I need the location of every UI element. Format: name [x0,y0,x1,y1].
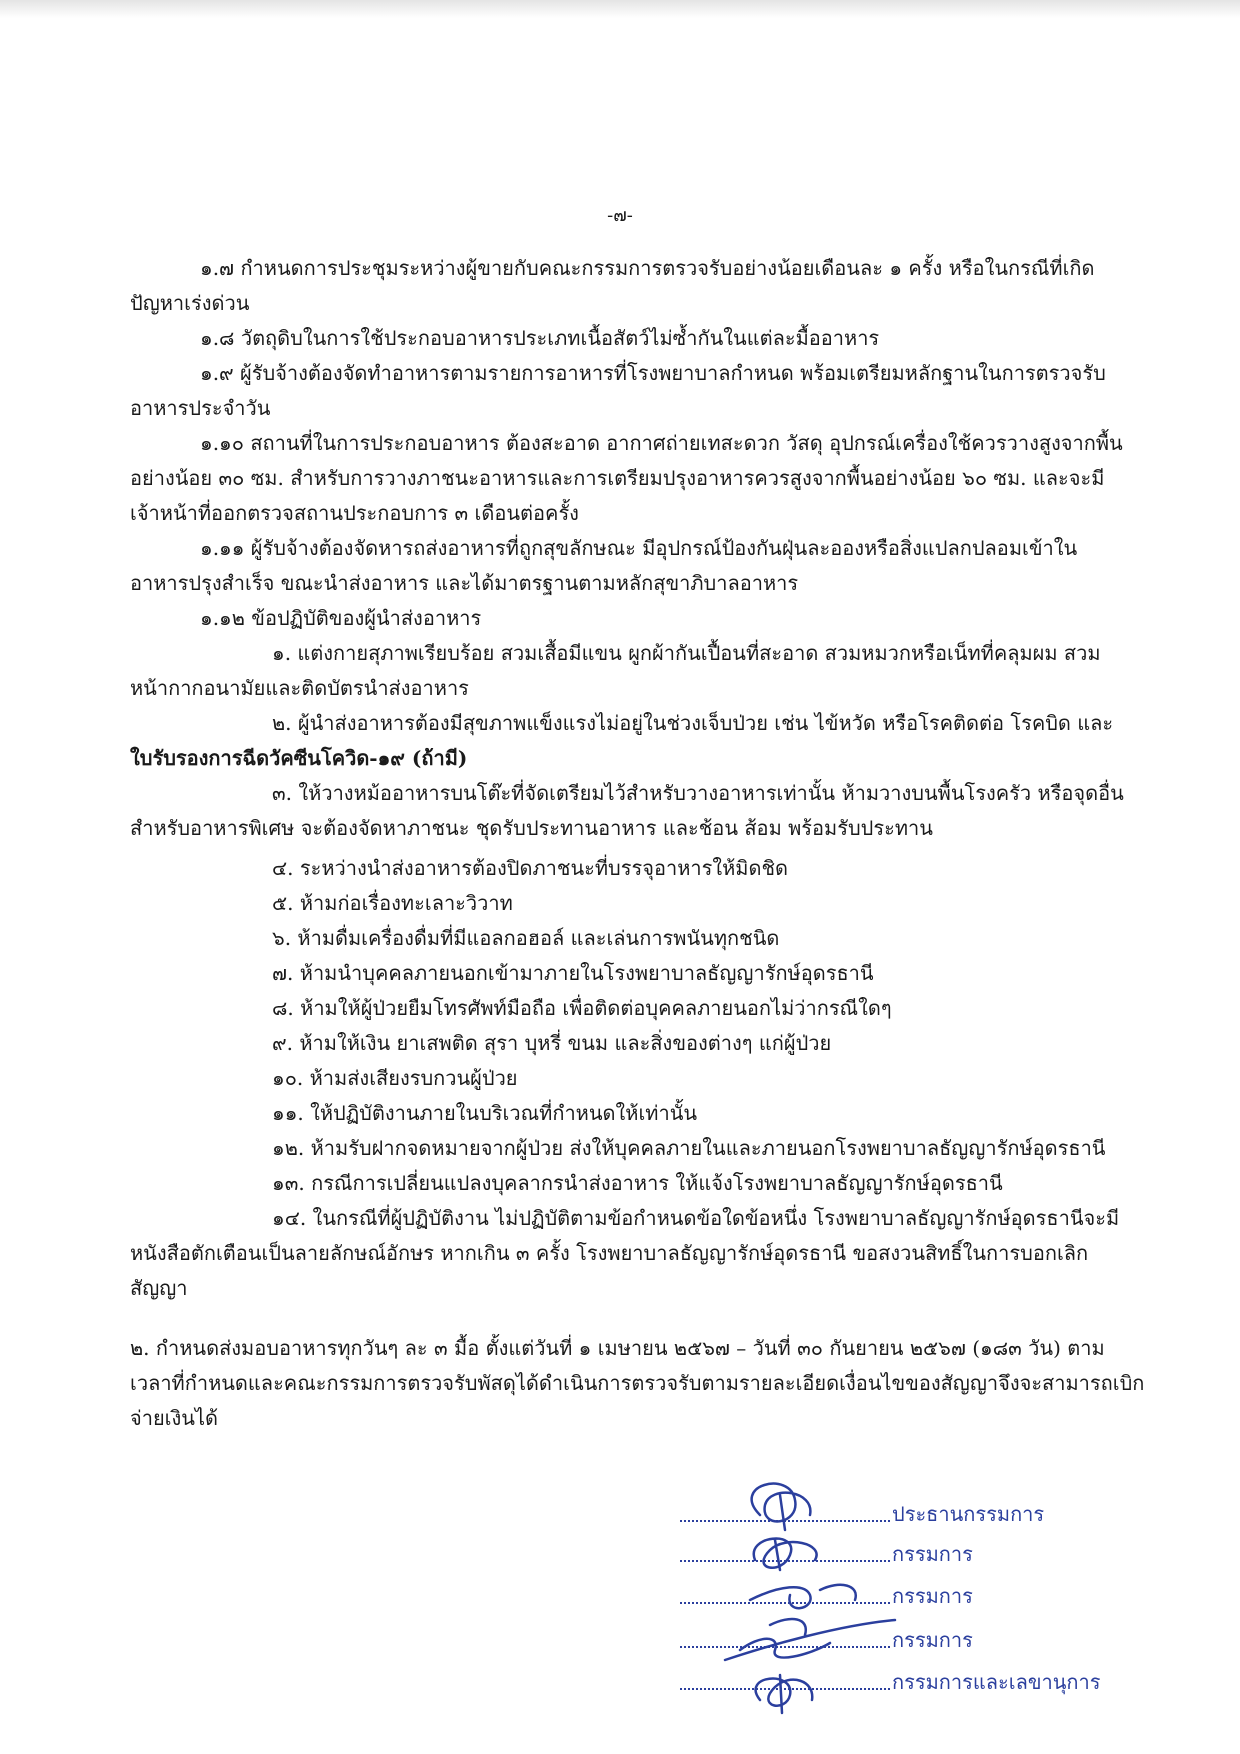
signature-role: ประธานกรรมการ [892,1502,1045,1526]
rule-6: ๖. ห้ามดื่มเครื่องดื่มที่มีแอลกอฮอล์ และเล่นการพนันทุกชนิด [272,926,780,950]
section-2-line-3: จ่ายเงินได้ [130,1406,218,1430]
clause-1-7-line-2: ปัญหาเร่งด่วน [130,291,250,315]
clause-1-12: ๑.๑๒ ข้อปฏิบัติของผู้นำส่งอาหาร [200,606,482,630]
rule-11: ๑๑. ให้ปฏิบัติงานภายในบริเวณที่กำหนดให้เท่านั้น [272,1101,698,1125]
clause-1-10-line-2: อย่างน้อย ๓๐ ซม. สำหรับการวางภาชนะอาหารและการเตรียมปรุงอาหารควรสูงจากพื้นอย่างน้อย ๖๐ ซม. และจะมี [130,466,1105,490]
rule-8: ๘. ห้ามให้ผู้ป่วยยืมโทรศัพท์มือถือ เพื่อติดต่อบุคคลภายนอกไม่ว่ากรณีใดๆ [272,996,892,1020]
clause-1-10-line-1: ๑.๑๐ สถานที่ในการประกอบอาหาร ต้องสะอาด อากาศถ่ายเทสะดวก วัสดุ อุปกรณ์เครื่องใช้ควรวางสูงจากพื้น [200,431,1123,455]
clause-1-7-line-1: ๑.๗ กำหนดการประชุมระหว่างผู้ขายกับคณะกรรมการตรวจรับอย่างน้อยเดือนละ ๑ ครั้ง หรือในกรณีที่เกิด [200,256,1095,280]
signature-role: กรรมการ [892,1584,973,1608]
clause-1-9-line-2: อาหารประจำวัน [130,396,271,420]
clause-1-10-line-3: เจ้าหน้าที่ออกตรวจสถานประกอบการ ๓ เดือนต่อครั้ง [130,501,579,525]
rule-3-line-2: สำหรับอาหารพิเศษ จะต้องจัดหาภาชนะ ชุดรับประทานอาหาร และช้อน ส้อม พร้อมรับประทาน [130,816,933,840]
rule-1-line-2: หน้ากากอนามัยและติดบัตรนำส่งอาหาร [130,676,469,700]
signature-role: กรรมการ [892,1542,973,1566]
clause-1-8: ๑.๘ วัตถุดิบในการใช้ประกอบอาหารประเภทเนื้อสัตว์ไม่ซ้ำกันในแต่ละมื้ออาหาร [200,326,880,350]
scan-edge-shadow [0,0,1240,18]
section-2-line-2: เวลาที่กำหนดและคณะกรรมการตรวจรับพัสดุได้ดำเนินการตรวจรับตามรายละเอียดเงื่อนไขของสัญญาจึงจะสามารถเบิก [130,1371,1145,1395]
page-number: -๗- [607,205,633,226]
signature-scribble-2 [754,1539,817,1570]
rule-14-line-3: สัญญา [130,1276,188,1300]
signature-role: กรรมการ [892,1628,973,1652]
rule-13: ๑๓. กรณีการเปลี่ยนแปลงบุคลากรนำส่งอาหาร ให้แจ้งโรงพยาบาลธัญญารักษ์อุดรธานี [272,1171,1003,1195]
rule-5: ๕. ห้ามก่อเรื่องทะเลาะวิวาท [272,891,513,915]
rule-3-line-1: ๓. ให้วางหม้ออาหารบนโต๊ะที่จัดเตรียมไว้สำหรับวางอาหารเท่านั้น ห้ามวางบนพื้นโรงครัว หรือจุดอื่น [272,781,1124,805]
clause-1-11-line-1: ๑.๑๑ ผู้รับจ้างต้องจัดหารถส่งอาหารที่ถูกสุขลักษณะ มีอุปกรณ์ป้องกันฝุ่นละอองหรือสิ่งแปลกปลอมเข้าใน [200,536,1078,560]
signature-scribble-3 [750,1585,856,1608]
handwritten-signatures [720,1475,900,1715]
rule-1-line-1: ๑. แต่งกายสุภาพเรียบร้อย สวมเสื้อมีแขน ผูกผ้ากันเปื้อนที่สะอาด สวมหมวกหรือเน็ทที่คลุมผม สวม [272,641,1101,665]
signature-scribble-1 [752,1484,811,1530]
signature-scribble-4 [725,1619,895,1660]
rule-14-line-1: ๑๔. ในกรณีที่ผู้ปฏิบัติงาน ไม่ปฏิบัติตามข้อกำหนดข้อใดข้อหนึ่ง โรงพยาบาลธัญญารักษ์อุดรธานีจะมี [272,1206,1120,1230]
rule-10: ๑๐. ห้ามส่งเสียงรบกวนผู้ป่วย [272,1066,518,1090]
signature-role: กรรมการและเลขานุการ [892,1670,1101,1694]
section-2-line-1: ๒. กำหนดส่งมอบอาหารทุกวันๆ ละ ๓ มื้อ ตั้งแต่วันที่ ๑ เมษายน ๒๕๖๗ – วันที่ ๓๐ กันยายน ๒๕๖๗ (๑๘๓ วัน) ตาม [130,1336,1105,1360]
rule-4: ๔. ระหว่างนำส่งอาหารต้องปิดภาชนะที่บรรจุอาหารให้มิดชิด [272,856,789,880]
rule-2-line-1: ๒. ผู้นำส่งอาหารต้องมีสุขภาพแข็งแรงไม่อยู่ในช่วงเจ็บป่วย เช่น ไข้หวัด หรือโรคติดต่อ โรคบิด และ [272,711,1114,735]
rule-2-line-2: ใบรับรองการฉีดวัคซีนโควิด-๑๙ (ถ้ามี) [130,746,468,770]
rule-7: ๗. ห้ามนำบุคคลภายนอกเข้ามาภายในโรงพยาบาลธัญญารักษ์อุดรธานี [272,961,874,985]
rule-14-line-2: หนังสือตักเตือนเป็นลายลักษณ์อักษร หากเกิน ๓ ครั้ง โรงพยาบาลธัญญารักษ์อุดรธานี ขอสงวนสิทธิ์ในการบอกเลิก [130,1241,1089,1265]
rule-12: ๑๒. ห้ามรับฝากจดหมายจากผู้ป่วย ส่งให้บุคคลภายในและภายนอกโรงพยาบาลธัญญารักษ์อุดรธานี [272,1136,1106,1160]
clause-1-11-line-2: อาหารปรุงสำเร็จ ขณะนำส่งอาหาร และได้มาตรฐานตามหลักสุขาภิบาลอาหาร [130,571,799,595]
clause-1-9-line-1: ๑.๙ ผู้รับจ้างต้องจัดทำอาหารตามรายการอาหารที่โรงพยาบาลกำหนด พร้อมเตรียมหลักฐานในการตรวจรับ [200,361,1106,385]
rule-9: ๙. ห้ามให้เงิน ยาเสพติด สุรา บุหรี่ ขนม และสิ่งของต่างๆ แก่ผู้ป่วย [272,1031,832,1055]
signature-scribble-5 [756,1675,813,1713]
